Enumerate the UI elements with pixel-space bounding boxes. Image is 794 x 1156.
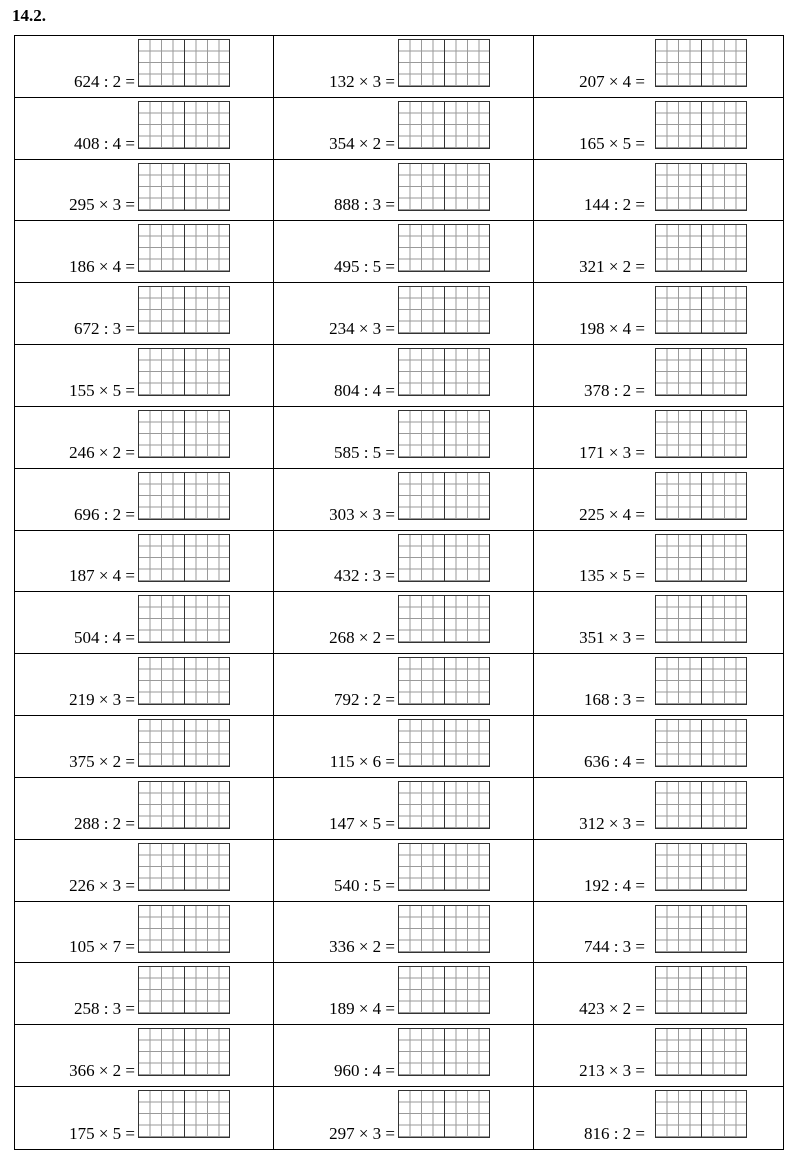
expression-text: 288 : 2 = bbox=[73, 813, 135, 833]
expression-text: 432 : 3 = bbox=[333, 566, 395, 586]
answer-grid-box[interactable] bbox=[655, 472, 747, 520]
expression-text: 696 : 2 = bbox=[73, 504, 135, 524]
answer-grid-box[interactable] bbox=[398, 781, 490, 829]
expression-text: 175 × 5 = bbox=[69, 1123, 135, 1143]
answer-grid-box[interactable] bbox=[398, 905, 490, 953]
expression-text: 234 × 3 = bbox=[329, 319, 395, 339]
exercise-cell bbox=[15, 778, 274, 840]
answer-grid-box[interactable] bbox=[138, 966, 230, 1014]
expression-text: 198 × 4 = bbox=[579, 319, 645, 339]
exercise-cell bbox=[274, 963, 534, 1025]
answer-grid-box[interactable] bbox=[138, 905, 230, 953]
exercise-cell bbox=[274, 407, 534, 469]
exercise-cell bbox=[15, 902, 274, 964]
answer-grid-box[interactable] bbox=[398, 472, 490, 520]
expression-text: 105 × 7 = bbox=[69, 937, 135, 957]
expression-text: 268 × 2 = bbox=[329, 628, 395, 648]
expression-text: 624 : 2 = bbox=[73, 71, 135, 91]
answer-grid-box[interactable] bbox=[655, 719, 747, 767]
exercise-cell bbox=[534, 963, 783, 1025]
expression-text: 354 × 2 = bbox=[329, 133, 395, 153]
answer-grid-box[interactable] bbox=[655, 224, 747, 272]
answer-grid-box[interactable] bbox=[655, 966, 747, 1014]
exercise-cell bbox=[534, 716, 783, 778]
exercise-cell bbox=[274, 283, 534, 345]
expression-text: 321 × 2 = bbox=[579, 257, 645, 277]
exercise-cell bbox=[534, 1087, 783, 1149]
exercise-cell bbox=[274, 840, 534, 902]
answer-grid-box[interactable] bbox=[398, 843, 490, 891]
exercise-cell bbox=[274, 98, 534, 160]
exercise-cell bbox=[534, 592, 783, 654]
expression-text: 186 × 4 = bbox=[69, 257, 135, 277]
expression-text: 135 × 5 = bbox=[579, 566, 645, 586]
exercise-cell bbox=[534, 654, 783, 716]
answer-grid-box[interactable] bbox=[398, 286, 490, 334]
answer-grid-box[interactable] bbox=[655, 657, 747, 705]
exercise-cell bbox=[274, 345, 534, 407]
expression-text: 378 : 2 = bbox=[583, 380, 645, 400]
exercise-cell bbox=[15, 531, 274, 593]
answer-grid-box[interactable] bbox=[138, 1090, 230, 1138]
expression-text: 744 : 3 = bbox=[583, 937, 645, 957]
answer-grid-box[interactable] bbox=[398, 224, 490, 272]
answer-grid-box[interactable] bbox=[655, 1090, 747, 1138]
answer-grid-box[interactable] bbox=[655, 534, 747, 582]
exercise-cell bbox=[274, 778, 534, 840]
answer-grid-box[interactable] bbox=[655, 101, 747, 149]
answer-grid-box[interactable] bbox=[138, 781, 230, 829]
answer-grid-box[interactable] bbox=[138, 348, 230, 396]
answer-grid-box[interactable] bbox=[655, 781, 747, 829]
expression-text: 213 × 3 = bbox=[579, 1061, 645, 1081]
exercise-cell bbox=[15, 716, 274, 778]
expression-text: 168 : 3 = bbox=[583, 690, 645, 710]
expression-text: 792 : 2 = bbox=[333, 690, 395, 710]
answer-grid-box[interactable] bbox=[138, 534, 230, 582]
answer-grid-box[interactable] bbox=[138, 657, 230, 705]
answer-grid-box[interactable] bbox=[138, 472, 230, 520]
expression-text: 888 : 3 = bbox=[333, 195, 395, 215]
exercise-cell bbox=[534, 1025, 783, 1087]
exercise-cell bbox=[15, 345, 274, 407]
exercise-cell bbox=[534, 902, 783, 964]
exercise-cell bbox=[15, 654, 274, 716]
expression-text: 366 × 2 = bbox=[69, 1061, 135, 1081]
expression-text: 192 : 4 = bbox=[583, 875, 645, 895]
expression-text: 375 × 2 = bbox=[69, 751, 135, 771]
answer-grid-box[interactable] bbox=[138, 101, 230, 149]
expression-text: 408 : 4 = bbox=[73, 133, 135, 153]
exercise-grid bbox=[14, 35, 784, 1150]
answer-grid-box[interactable] bbox=[398, 534, 490, 582]
expression-text: 144 : 2 = bbox=[583, 195, 645, 215]
expression-text: 226 × 3 = bbox=[69, 875, 135, 895]
expression-text: 187 × 4 = bbox=[69, 566, 135, 586]
expression-text: 207 × 4 = bbox=[579, 71, 645, 91]
expression-text: 312 × 3 = bbox=[579, 813, 645, 833]
exercise-cell bbox=[15, 840, 274, 902]
exercise-cell bbox=[534, 345, 783, 407]
answer-grid-box[interactable] bbox=[398, 966, 490, 1014]
expression-text: 672 : 3 = bbox=[73, 319, 135, 339]
exercise-cell bbox=[534, 778, 783, 840]
answer-grid-box[interactable] bbox=[398, 719, 490, 767]
expression-text: 636 : 4 = bbox=[583, 751, 645, 771]
answer-grid-box[interactable] bbox=[138, 1028, 230, 1076]
exercise-cell bbox=[534, 407, 783, 469]
expression-text: 295 × 3 = bbox=[69, 195, 135, 215]
expression-text: 189 × 4 = bbox=[329, 999, 395, 1019]
exercise-cell bbox=[274, 221, 534, 283]
expression-text: 303 × 3 = bbox=[329, 504, 395, 524]
answer-grid-box[interactable] bbox=[398, 39, 490, 87]
expression-text: 960 : 4 = bbox=[333, 1061, 395, 1081]
expression-text: 540 : 5 = bbox=[333, 875, 395, 895]
exercise-cell bbox=[534, 36, 783, 98]
answer-grid-box[interactable] bbox=[398, 1028, 490, 1076]
answer-grid-box[interactable] bbox=[655, 1028, 747, 1076]
exercise-cell bbox=[274, 469, 534, 531]
exercise-cell bbox=[274, 1025, 534, 1087]
exercise-cell bbox=[274, 716, 534, 778]
exercise-cell bbox=[534, 531, 783, 593]
expression-text: 165 × 5 = bbox=[579, 133, 645, 153]
answer-grid-box[interactable] bbox=[138, 163, 230, 211]
answer-grid-box[interactable] bbox=[398, 595, 490, 643]
exercise-cell bbox=[15, 963, 274, 1025]
exercise-cell bbox=[15, 592, 274, 654]
exercise-cell bbox=[15, 283, 274, 345]
exercise-cell bbox=[534, 283, 783, 345]
exercise-cell bbox=[534, 469, 783, 531]
answer-grid-box[interactable] bbox=[138, 719, 230, 767]
expression-text: 423 × 2 = bbox=[579, 999, 645, 1019]
expression-text: 219 × 3 = bbox=[69, 690, 135, 710]
exercise-cell bbox=[534, 160, 783, 222]
answer-grid-box[interactable] bbox=[398, 101, 490, 149]
exercise-cell bbox=[274, 592, 534, 654]
expression-text: 258 : 3 = bbox=[73, 999, 135, 1019]
answer-grid-box[interactable] bbox=[138, 286, 230, 334]
expression-text: 297 × 3 = bbox=[329, 1123, 395, 1143]
expression-text: 504 : 4 = bbox=[73, 628, 135, 648]
answer-grid-box[interactable] bbox=[655, 410, 747, 458]
answer-grid-box[interactable] bbox=[655, 843, 747, 891]
exercise-number: 14.2. bbox=[12, 6, 46, 25]
exercise-cell bbox=[15, 407, 274, 469]
exercise-cell bbox=[15, 98, 274, 160]
exercise-cell bbox=[15, 160, 274, 222]
expression-text: 171 × 3 = bbox=[579, 442, 645, 462]
exercise-cell bbox=[15, 36, 274, 98]
expression-text: 585 : 5 = bbox=[333, 442, 395, 462]
expression-text: 246 × 2 = bbox=[69, 442, 135, 462]
answer-grid-box[interactable] bbox=[398, 1090, 490, 1138]
expression-text: 336 × 2 = bbox=[329, 937, 395, 957]
answer-grid-box[interactable] bbox=[655, 39, 747, 87]
answer-grid-box[interactable] bbox=[138, 843, 230, 891]
answer-grid-box[interactable] bbox=[398, 657, 490, 705]
exercise-cell bbox=[534, 840, 783, 902]
expression-text: 115 × 6 = bbox=[329, 751, 395, 771]
expression-text: 147 × 5 = bbox=[329, 813, 395, 833]
answer-grid-box[interactable] bbox=[655, 163, 747, 211]
exercise-cell bbox=[15, 469, 274, 531]
expression-text: 351 × 3 = bbox=[579, 628, 645, 648]
answer-grid-box[interactable] bbox=[138, 410, 230, 458]
answer-grid-box[interactable] bbox=[138, 595, 230, 643]
answer-grid-box[interactable] bbox=[138, 39, 230, 87]
answer-grid-box[interactable] bbox=[655, 905, 747, 953]
exercise-cell bbox=[274, 531, 534, 593]
expression-text: 804 : 4 = bbox=[333, 380, 395, 400]
expression-text: 132 × 3 = bbox=[329, 71, 395, 91]
exercise-cell bbox=[274, 654, 534, 716]
expression-text: 495 : 5 = bbox=[333, 257, 395, 277]
answer-grid-box[interactable] bbox=[138, 224, 230, 272]
expression-text: 816 : 2 = bbox=[583, 1123, 645, 1143]
answer-grid-box[interactable] bbox=[655, 286, 747, 334]
answer-grid-box[interactable] bbox=[398, 348, 490, 396]
exercise-cell bbox=[274, 1087, 534, 1149]
exercise-cell bbox=[534, 98, 783, 160]
exercise-cell bbox=[274, 36, 534, 98]
exercise-cell bbox=[15, 1087, 274, 1149]
answer-grid-box[interactable] bbox=[655, 348, 747, 396]
answer-grid-box[interactable] bbox=[398, 410, 490, 458]
exercise-cell bbox=[15, 1025, 274, 1087]
exercise-cell bbox=[274, 160, 534, 222]
answer-grid-box[interactable] bbox=[398, 163, 490, 211]
exercise-cell bbox=[15, 221, 274, 283]
exercise-cell bbox=[274, 902, 534, 964]
exercise-cell bbox=[534, 221, 783, 283]
expression-text: 225 × 4 = bbox=[579, 504, 645, 524]
answer-grid-box[interactable] bbox=[655, 595, 747, 643]
expression-text: 155 × 5 = bbox=[69, 380, 135, 400]
